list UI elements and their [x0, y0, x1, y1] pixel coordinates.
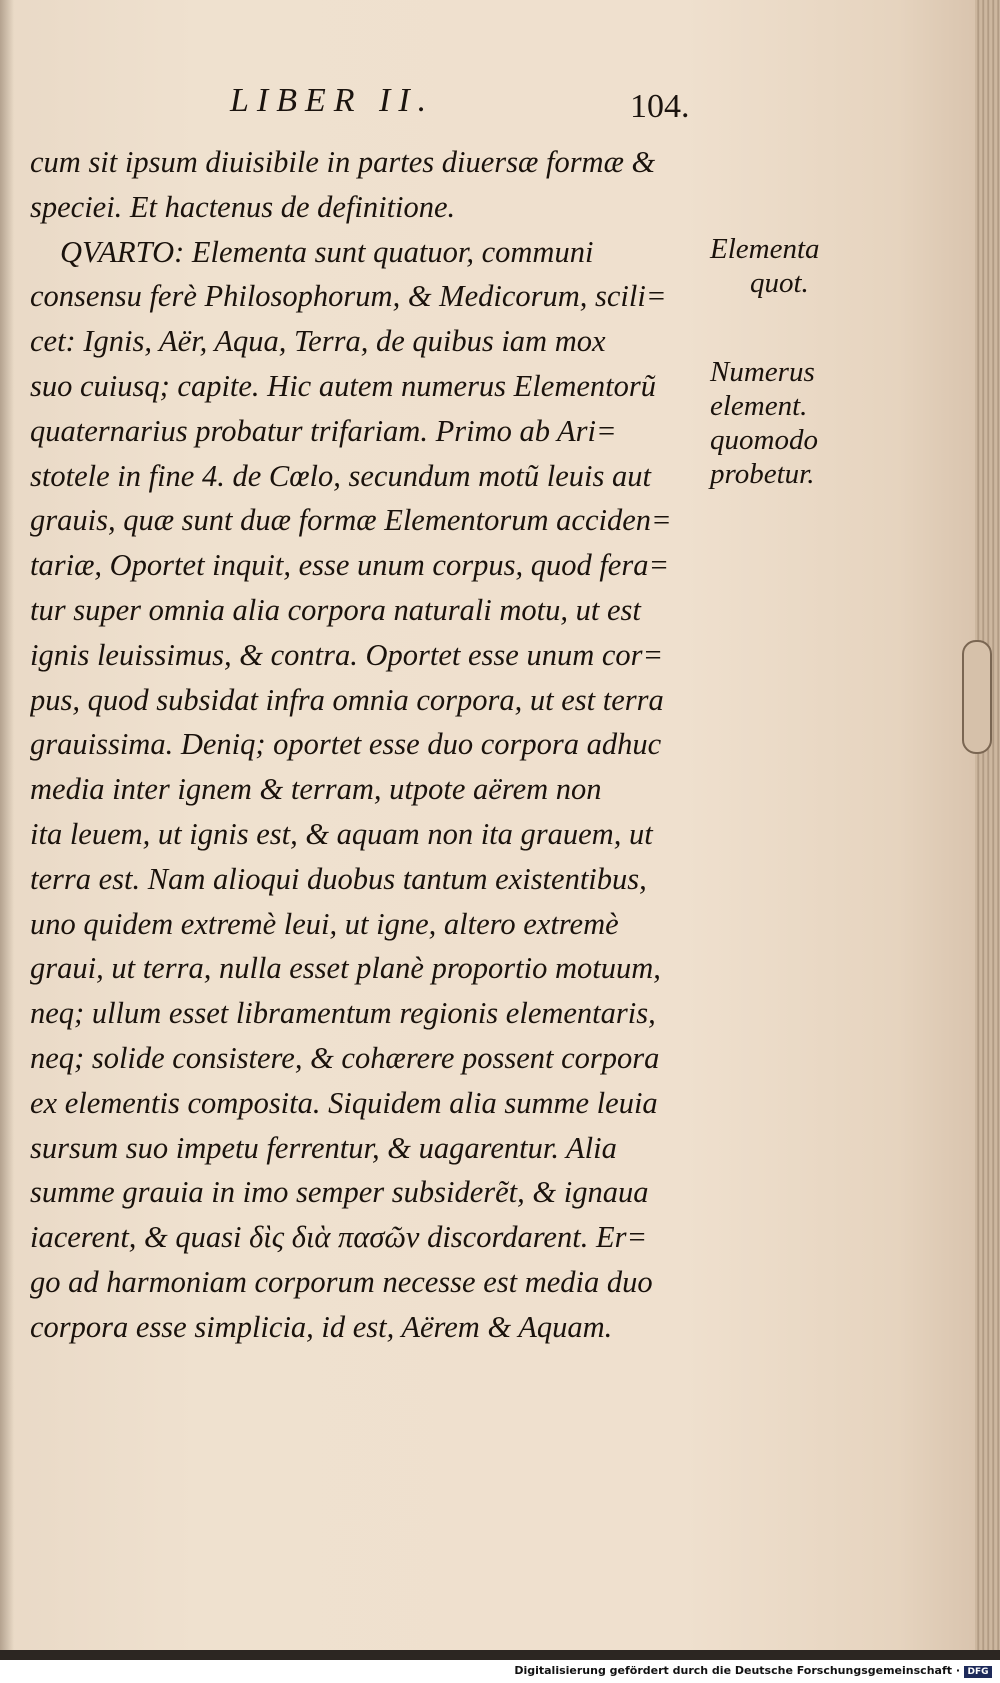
text-line: summe grauia in imo semper subsiderẽt, & ignaua — [30, 1175, 649, 1210]
text-line: media inter ignem & terram, utpote aërem non — [30, 772, 602, 807]
text-line: quaternarius probatur trifariam. Primo ab Ari= — [30, 413, 617, 448]
margin-note-line: quomodo — [710, 424, 818, 456]
text-line: neq; solide consistere, & cohærere possent corpora — [30, 1040, 660, 1075]
margin-note-line: probetur. — [710, 458, 815, 490]
dfg-logo: DFG — [964, 1666, 992, 1678]
body-text — [30, 140, 700, 1350]
margin-note-numerus — [710, 355, 818, 491]
gutter-shadow — [0, 0, 14, 1650]
text-line: cum sit ipsum diuisibile in partes diuersæ formæ & — [30, 145, 656, 179]
text-line: cet: Ignis, Aër, Aqua, Terra, de quibus iam mox — [30, 324, 606, 359]
text-line: terra est. Nam alioqui duobus tantum existentibus, — [30, 861, 647, 896]
text-line: go ad harmoniam corporum necesse est media duo — [30, 1264, 653, 1299]
page-clip — [962, 640, 992, 754]
text-line: graui, ut terra, nulla esset planè proportio motuum, — [30, 951, 661, 986]
text-line: uno quidem extremè leui, ut igne, altero extremè — [30, 906, 619, 941]
text-line: stotele in fine 4. de Cœlo, secundum motũ leuis aut — [30, 458, 651, 493]
margin-note-line: quot. — [750, 267, 809, 299]
text-line: tur super omnia alia corpora naturali motu, ut est — [30, 592, 641, 627]
margin-note-line: Numerus — [710, 356, 815, 388]
text-line: speciei. Et hactenus de definitione. — [30, 189, 456, 224]
text-line: ita leuem, ut ignis est, & aquam non ita grauem, ut — [30, 816, 653, 851]
text-line: QVARTO: Elementa sunt quatuor, communi — [60, 234, 594, 269]
text-line: grauis, quæ sunt duæ formæ Elementorum acciden= — [30, 503, 672, 538]
margin-note-line: element. — [710, 390, 808, 422]
text-line: ex elementis composita. Siquidem alia summe leuia — [30, 1085, 658, 1120]
text-line: consensu ferè Philosophorum, & Medicorum, scili= — [30, 279, 667, 314]
margin-note-line: Elementa — [710, 233, 820, 265]
text-line: pus, quod subsidat infra omnia corpora, ut est terra — [30, 682, 664, 717]
page-edges — [975, 0, 1000, 1650]
scan-border — [0, 1650, 1000, 1660]
text-line: tariæ, Oportet inquit, esse unum corpus, quod fera= — [30, 548, 670, 583]
text-line: suo cuiusq; capite. Hic autem numerus Elementorũ — [30, 368, 656, 403]
margin-note-elementa — [710, 232, 820, 300]
text-line: corpora esse simplicia, id est, Aërem & Aquam. — [30, 1309, 613, 1344]
text-line: grauissima. Deniq; oportet esse duo corpora adhuc — [30, 727, 662, 762]
text-line: neq; ullum esset libramentum regionis elementaris, — [30, 996, 656, 1031]
text-line: sursum suo impetu ferrentur, & uagarentur. Alia — [30, 1130, 617, 1165]
digitization-credit: Digitalisierung gefördert durch die Deutsche Forschungsgemeinschaft · — [514, 1664, 960, 1677]
text-line: ignis leuissimus, & contra. Oportet esse unum cor= — [30, 637, 664, 672]
footer-strip — [0, 1650, 1000, 1683]
page-number: 104. — [630, 88, 690, 125]
running-title: LIBER II. — [230, 82, 435, 119]
text-line: iacerent, & quasi δὶς διὰ πασῶν discordarent. Er= — [30, 1220, 648, 1255]
